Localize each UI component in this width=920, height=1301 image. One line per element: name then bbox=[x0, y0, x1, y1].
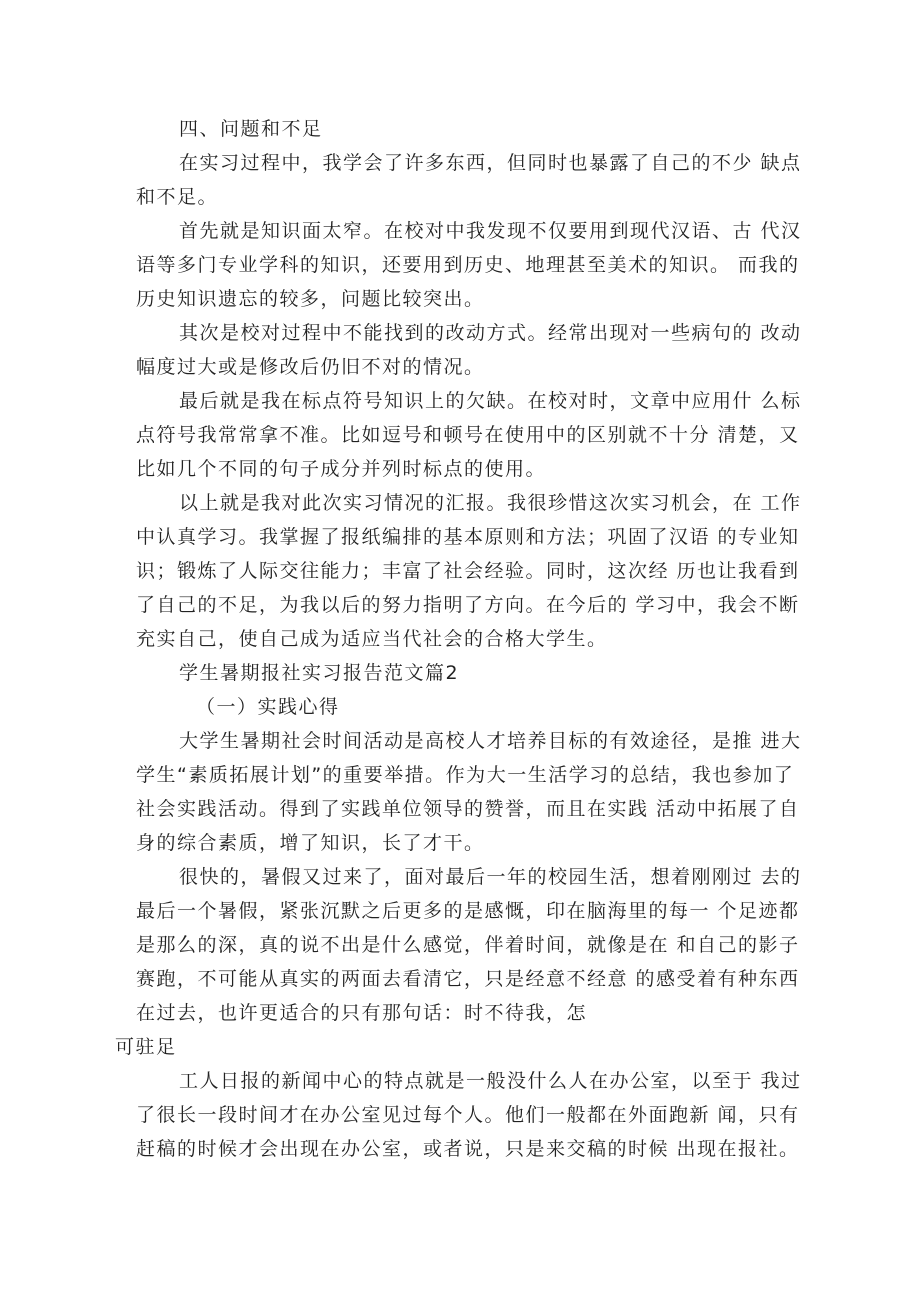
text-line: 身的综合素质，增了知识，长了才干。 bbox=[136, 832, 485, 854]
text-line: 社会实践活动。得到了实践单位领导的赞誉，而且在实践 活动中拓展了自 bbox=[136, 798, 800, 820]
text-line: 幅度过大或是修改后仍旧不对的情况。 bbox=[136, 356, 485, 378]
text-line: 识；锻炼了人际交往能力；丰富了社会经验。同时，这次经 历也让我看到 bbox=[136, 560, 800, 582]
text-line: 赶稿的时候才会出现在办公室，或者说，只是来交稿的时候 出现在报社。 bbox=[136, 1138, 800, 1160]
text-line: 历史知识遗忘的较多，问题比较突出。 bbox=[136, 288, 485, 310]
text-line: 可驻足 bbox=[115, 1036, 177, 1058]
text-line: 在实习过程中，我学会了许多东西，但同时也暴露了自己的不少 缺点 bbox=[179, 152, 802, 174]
text-line: 充实自己，使自己成为适应当代社会的合格大学生。 bbox=[136, 628, 608, 650]
text-line: 了很长一段时间才在办公室见过每个人。他们一般都在外面跑新 闻，只有 bbox=[136, 1104, 800, 1126]
text-line: 学生暑期报社实习报告范文篇2 bbox=[179, 662, 460, 684]
text-line: 和不足。 bbox=[136, 186, 219, 208]
text-line: 首先就是知识面太窄。在校对中我发现不仅要用到现代汉语、古 代汉 bbox=[179, 220, 802, 242]
text-line: 四、问题和不足 bbox=[179, 118, 323, 140]
text-line: （一）实践心得 bbox=[196, 696, 340, 718]
text-line: 了自己的不足，为我以后的努力指明了方向。在今后的 学习中，我会不断 bbox=[136, 594, 800, 616]
text-line: 工人日报的新闻中心的特点就是一般没什么人在办公室，以至于 我过 bbox=[179, 1070, 802, 1092]
text-line: 是那么的深，真的说不出是什么感觉，伴着时间，就像是在 和自己的影子 bbox=[136, 934, 800, 956]
text-line: 以上就是我对此次实习情况的汇报。我很珍惜这次实习机会，在 工作 bbox=[179, 492, 802, 514]
document-body bbox=[115, 112, 802, 1166]
text-line: 其次是校对过程中不能找到的改动方式。经常出现对一些病句的 改动 bbox=[179, 322, 802, 344]
text-line: 在过去，也许更适合的只有那句话：时不待我，怎 bbox=[136, 1002, 588, 1024]
text-line: 比如几个不同的句子成分并列时标点的使用。 bbox=[136, 458, 547, 480]
text-line: 中认真学习。我掌握了报纸编排的基本原则和方法；巩固了汉语 的专业知 bbox=[136, 526, 800, 548]
text-line: 点符号我常常拿不准。比如逗号和顿号在使用中的区别就不十分 清楚，又 bbox=[136, 424, 800, 446]
text-line: 学生“素质拓展计划”的重要举措。作为大一生活学习的总结，我也参加了 bbox=[136, 764, 795, 786]
text-line: 赛跑，不可能从真实的两面去看清它，只是经意不经意 的感受着有种东西 bbox=[136, 968, 800, 990]
text-line: 最后就是我在标点符号知识上的欠缺。在校对时，文章中应用什 么标 bbox=[179, 390, 802, 412]
text-line: 语等多门专业学科的知识，还要用到历史、地理甚至美术的知识。 而我的 bbox=[136, 254, 800, 276]
text-line: 大学生暑期社会时间活动是高校人才培养目标的有效途径，是推 进大 bbox=[179, 730, 802, 752]
text-line: 很快的，暑假又过来了，面对最后一年的校园生活，想着刚刚过 去的 bbox=[179, 866, 802, 888]
text-line: 最后一个暑假，紧张沉默之后更多的是感慨，印在脑海里的每一 个足迹都 bbox=[136, 900, 800, 922]
